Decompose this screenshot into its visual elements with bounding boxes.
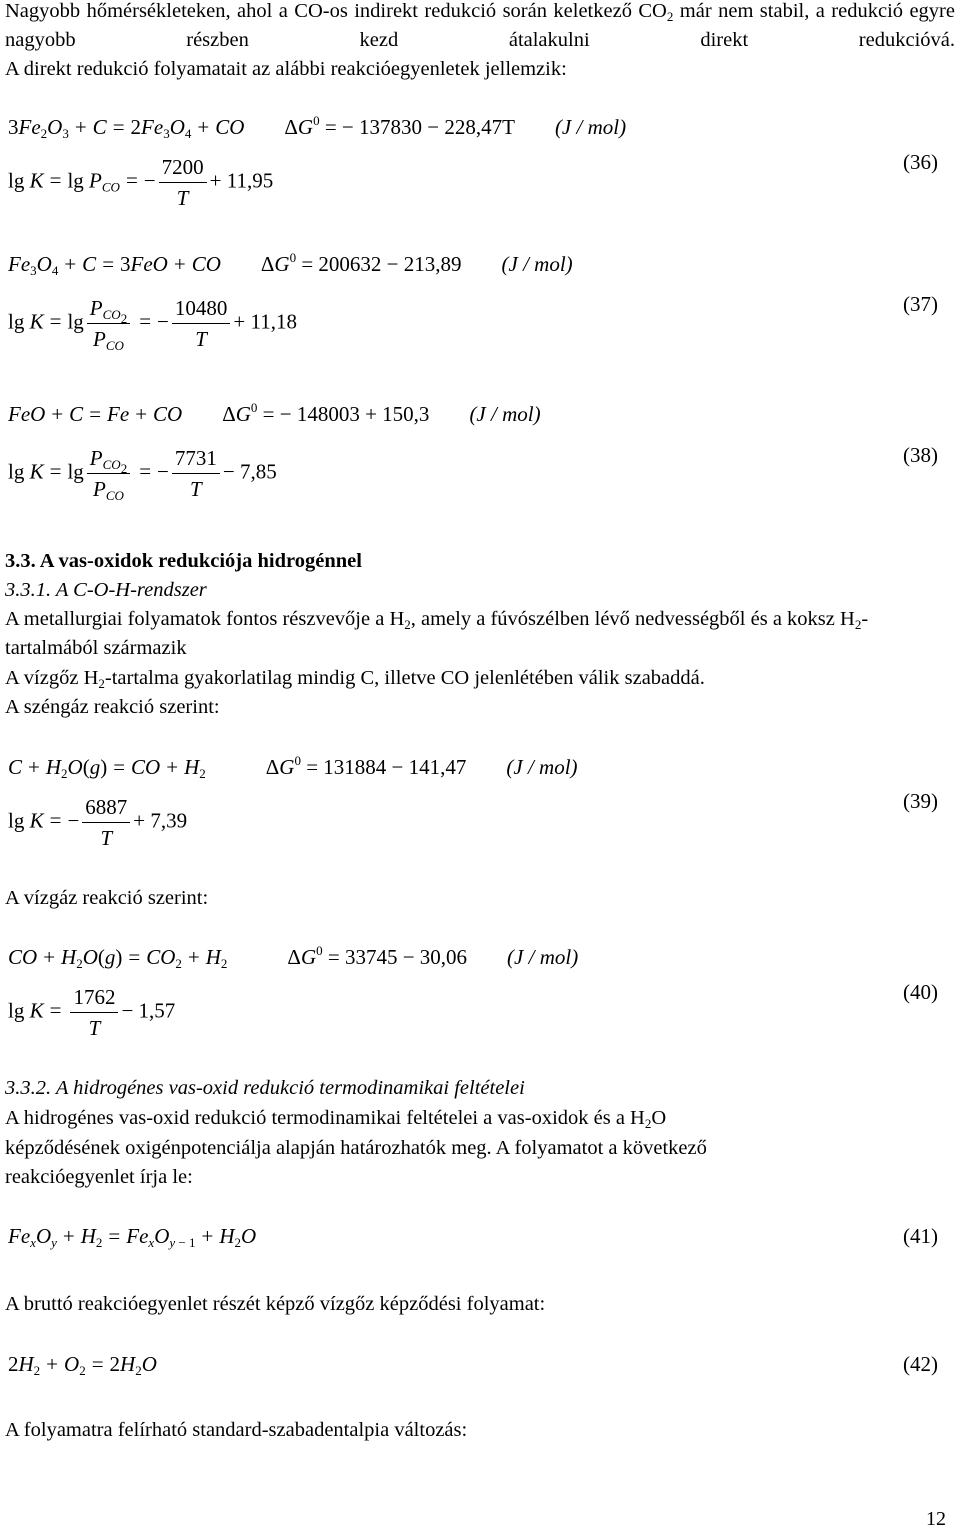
page-number: 12: [926, 1508, 946, 1530]
eq36-number: (36): [903, 150, 938, 174]
eq41-reaction: $Fe_xO_y + H_2 = Fe_xO_{y - 1} + H_2O$: [8, 1224, 257, 1250]
hydrogen-reduction-paragraph-cont: képződésének oxigénpotenciálja alapján határozhatók meg. A folyamatot a következő: [5, 1137, 707, 1159]
eq38-number: (38): [903, 443, 938, 467]
intro-paragraph: Nagyobb hőmérsékleteken, ahol a CO-os indirekt redukció során keletkező $CO_2$ már nem stabil, a redukció egyre nagyobb részben kezd átalakulni direkt redukcióvá.: [5, 0, 955, 51]
eq37-reaction: $Fe_3O_4 + C = 3FeO$ + CO $\Delta G^0 = 200632 - 213,89$ (J / mol): [8, 250, 573, 278]
eq42-number: (42): [903, 1352, 938, 1376]
water-gas-intro: A vízgáz reakció szerint:: [5, 887, 209, 909]
gross-reaction-intro: A bruttó reakcióegyenlet részét képző vízgőz képződési folyamat:: [5, 1293, 546, 1315]
eq39-lgk: lg K = − $\frac{6887}{T}$ + 7,39: [8, 792, 187, 853]
eq39-reaction: $C + H_2O(g)$ = CO + $H_2$ $\Delta G^0 = 131884 - 141,47$ (J / mol): [8, 753, 578, 781]
direct-reduction-intro: A direkt redukció folyamatait az alábbi reakcióegyenletek jellemzik:: [5, 58, 567, 80]
eq37-lgk: lg K = lg $\frac{P_{CO_2}}{P_{CO}}$ = − $\frac{10480}{T}$ + 11,18: [8, 293, 297, 354]
eq40-reaction: CO + $H_2O(g) = CO_2 + H_2$ $\Delta G^0 = 33745 - 30,06$ (J / mol): [8, 943, 579, 971]
eq38-lgk: lg K = lg $\frac{P_{CO_2}}{P_{CO}}$ = − $\frac{7731}{T}$ − 7,85: [8, 443, 277, 504]
water-vapour-paragraph: A vízgőz $H_2$-tartalma gyakorlatilag mindig C, illetve CO jelenlétében válik szabaddá.: [5, 667, 705, 691]
free-enthalpy-intro: A folyamatra felírható standard-szabadentalpia változás:: [5, 1419, 468, 1441]
hydrogen-reduction-paragraph-end: reakcióegyenlet írja le:: [5, 1166, 193, 1188]
eq37-number: (37): [903, 292, 938, 316]
section-heading-3-3: 3.3. A vas-oxidok redukciója hidrogénnel: [5, 550, 362, 572]
eq42-reaction: $2H_2 + O_2 = 2H_2O$: [8, 1352, 157, 1378]
section-heading-3-3-2: 3.3.2. A hidrogénes vas-oxid redukció termodinamikai feltételei: [5, 1077, 525, 1099]
coal-gas-intro: A széngáz reakció szerint:: [5, 696, 220, 718]
eq40-lgk: lg K = $\frac{1762}{T}$ − 1,57: [8, 982, 175, 1043]
hydrogen-reduction-paragraph: A hidrogénes vas-oxid redukció termodinamikai feltételei a vas-oxidok és a $H_2O$: [5, 1107, 667, 1131]
metallurgy-paragraph: A metallurgiai folyamatok fontos részvevője a $H_2$, amely a fúvószélben lévő nedvességből és a koksz $H_2$-tartalmából származik: [5, 608, 869, 659]
eq36-lgk: $\lg K = \lg P_{CO}$ = − $\frac{7200}{T}$ + 11,95: [8, 152, 273, 213]
eq39-number: (39): [903, 789, 938, 813]
eq40-number: (40): [903, 980, 938, 1004]
eq36-reaction: $3Fe_2O_3 + C = 2Fe_3O_4$ + CO $\Delta G^0$ = − 137830 − 228,47T (J / mol): [8, 113, 627, 141]
section-heading-3-3-1: 3.3.1. A C-O-H-rendszer: [5, 579, 207, 601]
eq41-number: (41): [903, 1224, 938, 1248]
eq38-reaction: FeO + C = Fe + CO $\Delta G^0$ = − 148003 + 150,3 (J / mol): [8, 400, 541, 426]
